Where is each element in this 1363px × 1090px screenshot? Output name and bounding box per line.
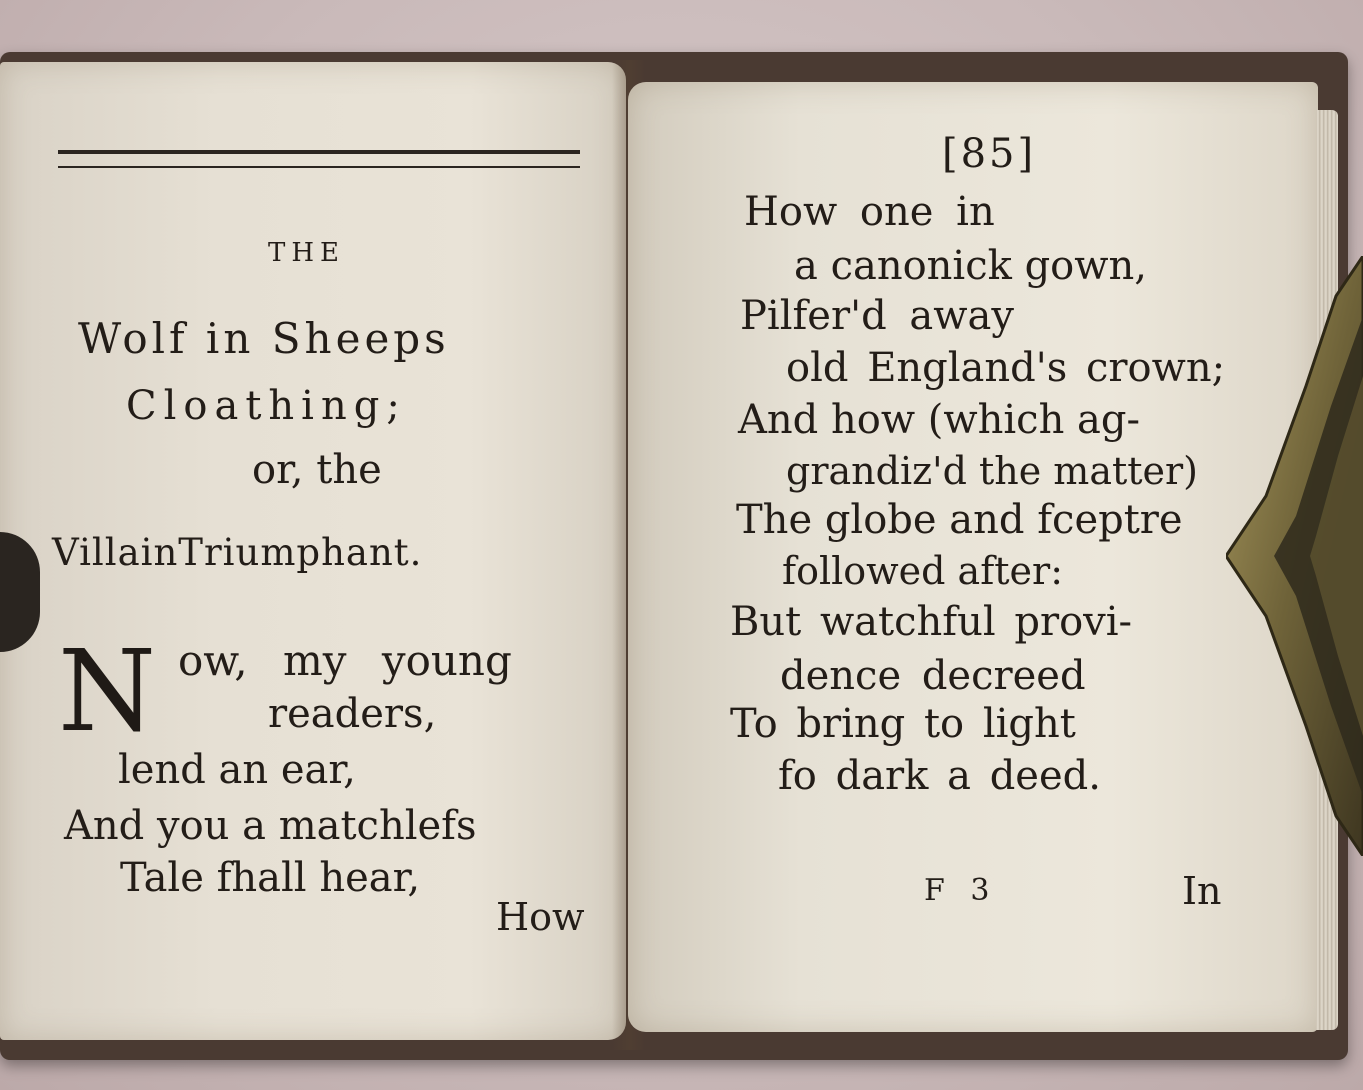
left-text-line-2: readers, (268, 691, 437, 737)
right-text-line-5: And how (which ag- (738, 397, 1141, 443)
right-text-line-12: fo dark a deed. (778, 753, 1101, 799)
left-text-line-3: lend an ear, (118, 747, 356, 793)
brass-clasp-icon (1226, 256, 1363, 856)
right-text-line-10: dence decreed (780, 653, 1086, 699)
left-text-line-1: ow, my young (178, 636, 512, 685)
right-catchword: In (1182, 869, 1222, 913)
right-text-line-7: The globe and fceptre (736, 497, 1183, 543)
right-text-line-6: grandiz'd the matter) (786, 449, 1198, 493)
title-the: THE (268, 238, 345, 268)
clasp-left-edge (0, 532, 40, 652)
right-text-line-11: To bring to light (730, 701, 1076, 747)
right-text-line-2: a canonick gown, (794, 243, 1147, 289)
right-text-line-1: How one in (744, 189, 995, 235)
right-text-line-3: Pilfer'd away (740, 293, 1014, 339)
right-text-line-4: old England's crown; (786, 345, 1226, 391)
right-text-line-9: But watchful provi- (730, 599, 1133, 645)
right-text-line-8: followed after: (782, 549, 1063, 593)
page-number: [85] (942, 131, 1037, 177)
title-line-1: Wolf in Sheeps (78, 314, 450, 363)
left-text-line-4: And you a matchlefs (64, 803, 477, 849)
left-catchword: How (496, 895, 585, 939)
drop-cap: N (58, 627, 156, 757)
signature-mark: F 3 (924, 873, 998, 908)
left-text-line-5: Tale fhall hear, (120, 855, 421, 901)
title-line-4: VillainTriumphant. (52, 531, 423, 574)
title-rule-bottom (58, 166, 580, 168)
title-line-3: or, the (252, 447, 382, 493)
title-rule-top (58, 150, 580, 154)
title-line-2: Cloathing; (126, 383, 407, 429)
